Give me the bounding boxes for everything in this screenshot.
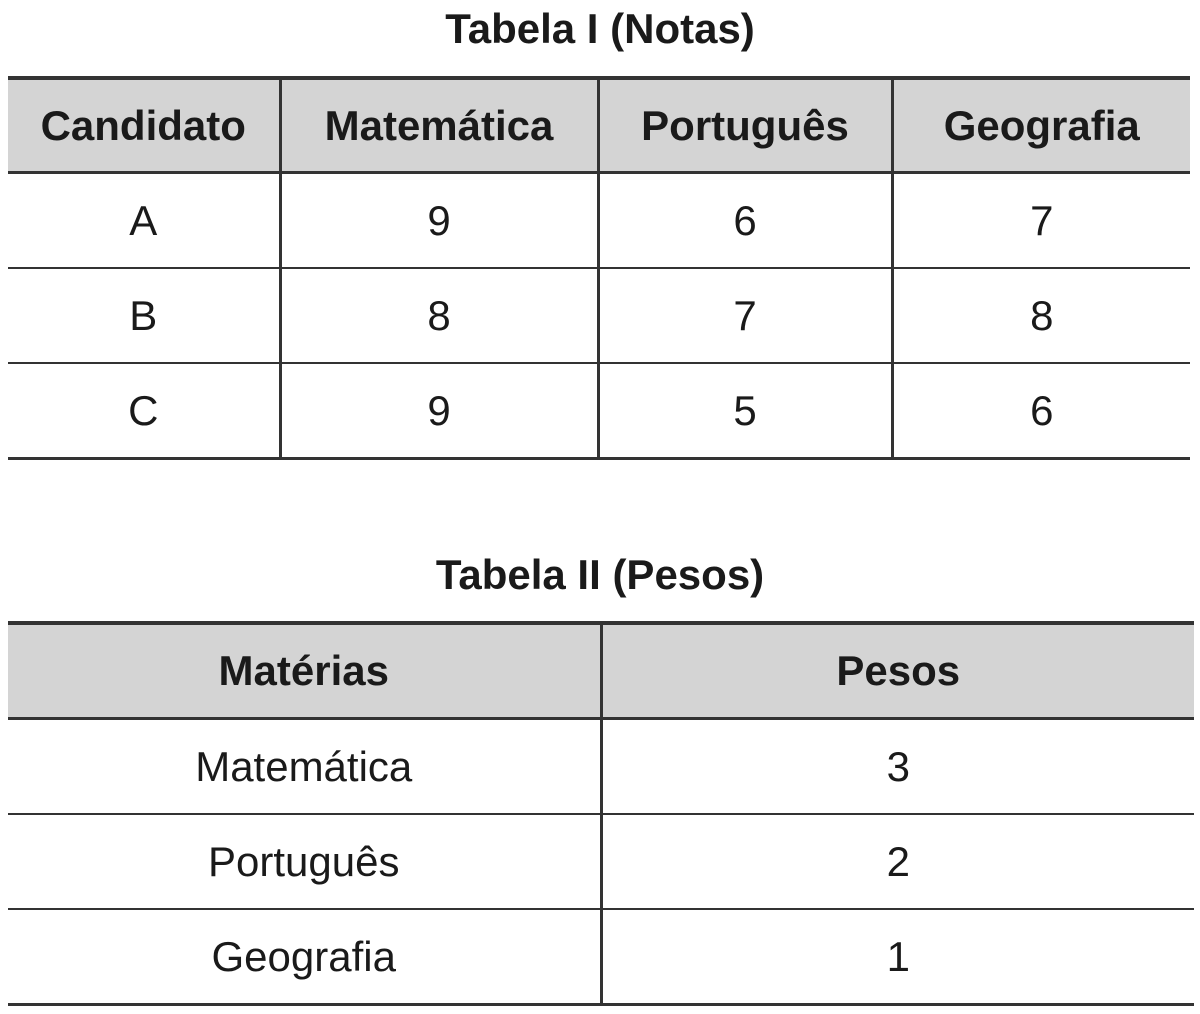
grade-cell: 8 (892, 268, 1190, 363)
candidate-cell: C (8, 363, 280, 459)
notas-table (8, 76, 1190, 460)
grade-cell: 9 (280, 173, 598, 269)
notas-header-row (8, 78, 1190, 173)
header-portugues: Português (598, 78, 892, 173)
table-row (8, 268, 1190, 363)
table-row (8, 814, 1194, 909)
header-candidato: Candidato (8, 78, 280, 173)
pesos-header-row (8, 623, 1194, 719)
grade-cell: 7 (892, 173, 1190, 269)
pesos-table (8, 621, 1194, 1006)
subject-cell: Matemática (8, 719, 601, 815)
grade-cell: 8 (280, 268, 598, 363)
subject-cell: Geografia (8, 909, 601, 1005)
subject-cell: Português (8, 814, 601, 909)
candidate-cell: B (8, 268, 280, 363)
grade-cell: 9 (280, 363, 598, 459)
grade-cell: 6 (892, 363, 1190, 459)
header-matematica: Matemática (280, 78, 598, 173)
header-materias: Matérias (8, 623, 601, 719)
header-pesos: Pesos (601, 623, 1194, 719)
grade-cell: 7 (598, 268, 892, 363)
weight-cell: 3 (601, 719, 1194, 815)
grade-cell: 5 (598, 363, 892, 459)
weight-cell: 1 (601, 909, 1194, 1005)
table-row (8, 173, 1190, 269)
table-row (8, 363, 1190, 459)
table-row (8, 719, 1194, 815)
weight-cell: 2 (601, 814, 1194, 909)
table-row (8, 909, 1194, 1005)
candidate-cell: A (8, 173, 280, 269)
grade-cell: 6 (598, 173, 892, 269)
notas-table-title: Tabela I (Notas) (445, 5, 755, 52)
pesos-table-title: Tabela II (Pesos) (435, 551, 765, 598)
header-geografia: Geografia (892, 78, 1190, 173)
